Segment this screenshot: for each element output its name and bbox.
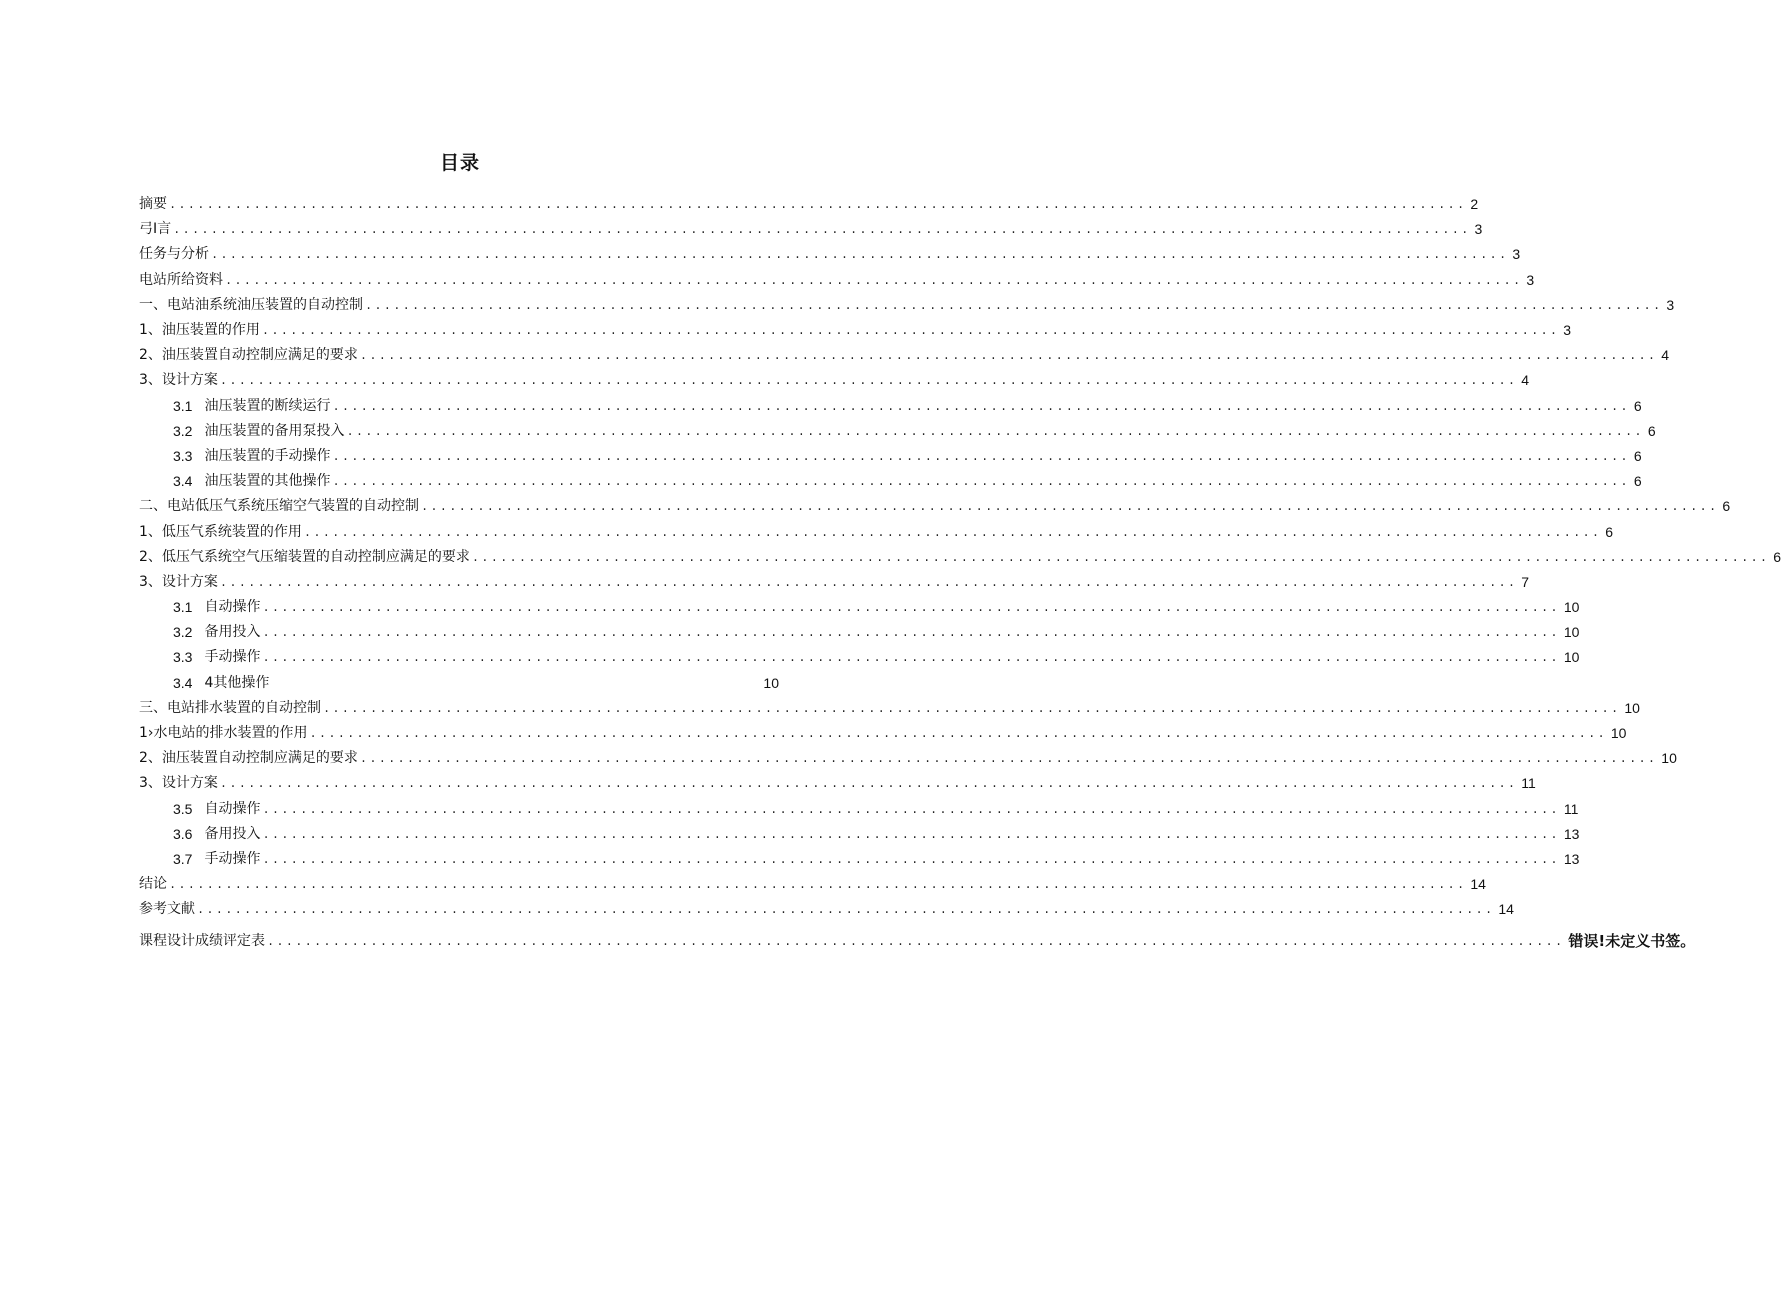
toc-entry-page: 2 xyxy=(1470,196,1479,213)
toc-entry-number: 3.3 xyxy=(173,447,193,464)
toc-entry-label: 油压装置的备用泵投入 xyxy=(204,422,345,439)
toc-subentry[interactable] xyxy=(139,671,779,696)
toc-entry-page: 11 xyxy=(1563,800,1579,817)
toc-entry[interactable] xyxy=(139,721,1627,746)
toc-entry-page: 6 xyxy=(1605,523,1614,540)
toc-leader-dots: .......................................................................................................................................... xyxy=(262,626,1560,641)
toc-entry-label: 一、电站油系统油压装置的自动控制 xyxy=(139,296,363,313)
toc-entry-label: 弓I言 xyxy=(139,221,172,238)
toc-entry-page: 6 xyxy=(1633,397,1642,414)
toc-entry[interactable] xyxy=(139,897,1514,922)
toc-entry-label: 3、设计方案 xyxy=(139,372,218,389)
toc-leader-dots: .......................................................................................................................................... xyxy=(359,349,1658,364)
toc-entry-number: 3.4 xyxy=(173,674,193,691)
toc-entry-page: 4 xyxy=(1521,372,1530,389)
toc-entry[interactable] xyxy=(139,343,1670,368)
toc-entry[interactable] xyxy=(139,242,1521,267)
toc-entry-label: 自动操作 xyxy=(204,800,261,817)
toc-entry-label: 电站所给资料 xyxy=(139,271,223,288)
toc-leader-dots: .......................................................................................................................................... xyxy=(365,298,1663,313)
toc-entry[interactable] xyxy=(139,494,1731,519)
toc-entry[interactable] xyxy=(139,519,1614,544)
toc-entry-label: 结论 xyxy=(139,876,167,893)
toc-entry[interactable] xyxy=(139,217,1483,242)
toc-leader-dots: .......................................................................................................................................... xyxy=(421,500,1719,515)
page-title: 目录 xyxy=(439,152,480,174)
toc-entry-label: 任务与分析 xyxy=(139,246,209,263)
toc-entry-page: 10 xyxy=(1610,725,1627,742)
toc-leader-dots: .......................................................................................................................................... xyxy=(359,752,1658,767)
toc-subentry[interactable] xyxy=(139,394,1642,419)
toc-entry-number: 3.4 xyxy=(173,473,193,490)
toc-subentry[interactable] xyxy=(139,822,1580,847)
toc-leader-dots: .......................................................................................................................................... xyxy=(262,827,1560,842)
toc-entry-label: 1›水电站的排水装置的作用 xyxy=(139,725,308,742)
toc-leader-dots: .......................................................................................................................................... xyxy=(225,273,1523,288)
toc-entry-page: 10 xyxy=(1563,649,1580,666)
toc-entry-number: 3.2 xyxy=(173,624,193,641)
toc-entry-page: 错误!未定义书签。 xyxy=(1568,931,1696,950)
toc-entry-label: 3、设计方案 xyxy=(139,775,218,792)
toc-entry-label: 二、电站低压气系统压缩空气装置的自动控制 xyxy=(139,498,419,515)
toc-entry[interactable] xyxy=(139,192,1479,217)
toc-entry-page: 13 xyxy=(1563,825,1580,842)
toc-leader-dots: .......................................................................................................................................... xyxy=(332,449,1630,464)
toc-entry-label: 三、电站排水装置的自动控制 xyxy=(139,699,321,716)
toc-entry-page: 10 xyxy=(1563,624,1580,641)
toc-leader-dots: .......................................................................................................................................... xyxy=(173,223,1471,238)
toc-leader-dots: .......................................................................................................................................... xyxy=(169,878,1467,893)
toc-entry-label: 油压装置的断续运行 xyxy=(204,397,331,414)
toc-leader-dots: .......................................................................................................................................... xyxy=(219,575,1518,590)
toc-entry-page: 6 xyxy=(1773,548,1781,565)
toc-leader-dots: .......................................................................................................................................... xyxy=(346,424,1644,439)
toc-entry[interactable] xyxy=(139,928,1696,953)
toc-leader-dots: .......................................................................................................................................... xyxy=(309,727,1607,742)
toc-entry[interactable] xyxy=(139,293,1675,318)
toc-leader-dots: .......................................................................................................................................... xyxy=(262,802,1560,817)
toc-entry-page: 6 xyxy=(1647,422,1656,439)
toc-entry-number: 3.6 xyxy=(173,825,193,842)
toc-entry[interactable] xyxy=(139,570,1530,595)
toc-entry-label: 手动操作 xyxy=(204,850,261,867)
toc-entry-number: 3.5 xyxy=(173,800,193,817)
toc-entry-page: 13 xyxy=(1563,850,1580,867)
toc-entry[interactable] xyxy=(139,696,1640,721)
toc-subentry[interactable] xyxy=(139,469,1642,494)
toc-entry-page: 11 xyxy=(1521,775,1536,792)
toc-subentry[interactable] xyxy=(139,847,1580,872)
toc-entry-page: 3 xyxy=(1666,296,1675,313)
toc-entry-label: 2、油压装置自动控制应满足的要求 xyxy=(139,347,358,364)
toc-entry-label: 手动操作 xyxy=(204,649,261,666)
toc-leader-dots: .......................................................................................................................................... xyxy=(261,324,1560,339)
toc-entry[interactable] xyxy=(139,545,1781,570)
toc-entry-label: 1、低压气系统装置的作用 xyxy=(139,523,302,540)
toc-entry[interactable] xyxy=(139,268,1535,293)
toc-entry[interactable] xyxy=(139,368,1530,393)
toc-leader-dots: .......................................................................................................................................... xyxy=(262,601,1560,616)
toc-entry-page: 3 xyxy=(1526,271,1535,288)
toc-entry[interactable] xyxy=(139,318,1572,343)
toc-leader-dots: .......................................................................................................................................... xyxy=(197,903,1495,918)
toc-subentry[interactable] xyxy=(139,620,1580,645)
toc-entry-label: 2、低压气系统空气压缩装置的自动控制应满足的要求 xyxy=(139,548,470,565)
toc-entry-page: 3 xyxy=(1563,322,1572,339)
toc-leader-dots: .......................................................................................................................................... xyxy=(323,701,1621,716)
toc-subentry[interactable] xyxy=(139,645,1580,670)
toc-entry-page: 4 xyxy=(1661,347,1670,364)
toc-entry-number: 3.1 xyxy=(173,599,193,616)
toc-leader-dots: .......................................................................................................................................... xyxy=(303,525,1602,540)
toc-entry-label: 1、油压装置的作用 xyxy=(139,322,260,339)
toc-leader-dots: .......................................................................................................................................... xyxy=(332,399,1630,414)
toc-entry[interactable] xyxy=(139,872,1486,897)
toc-entry-page: 7 xyxy=(1521,573,1530,590)
toc-entry-number: 3.3 xyxy=(173,649,193,666)
toc-entry-label: 油压装置的手动操作 xyxy=(204,447,331,464)
toc-leader-dots: .......................................................................................................................................... xyxy=(332,475,1630,490)
toc-entry-number: 3.2 xyxy=(173,422,193,439)
toc-entry-label: 备用投入 xyxy=(204,624,261,641)
toc-entry-page: 10 xyxy=(763,674,779,691)
toc-entry-label: 4其他操作 xyxy=(204,674,270,691)
toc-entry-number: 3.1 xyxy=(173,397,193,414)
toc-subentry[interactable] xyxy=(139,419,1656,444)
toc-entry-page: 14 xyxy=(1498,901,1514,918)
toc-leader-dots: .......................................................................................................................................... xyxy=(267,934,1565,949)
toc-entry-page: 6 xyxy=(1633,447,1642,464)
toc-entry-page: 10 xyxy=(1563,599,1580,616)
toc-leader-dots: .......................................................................................................................................... xyxy=(219,374,1518,389)
toc-entry-label: 自动操作 xyxy=(204,599,261,616)
toc-entry-label: 摘要 xyxy=(139,196,167,213)
table-of-contents xyxy=(139,192,1781,954)
toc-entry-page: 6 xyxy=(1722,498,1731,515)
toc-leader-dots: .......................................................................................................................................... xyxy=(211,248,1509,263)
toc-leader-dots: .......................................................................................................................................... xyxy=(262,651,1560,666)
toc-leader-dots: .......................................................................................................................................... xyxy=(219,777,1518,792)
toc-entry-page: 10 xyxy=(1661,750,1677,767)
toc-leader-dots: .......................................................................................................................................... xyxy=(169,198,1467,213)
toc-subentry[interactable] xyxy=(139,797,1579,822)
toc-entry-label: 3、设计方案 xyxy=(139,573,218,590)
toc-entry-label: 课程设计成绩评定表 xyxy=(139,932,265,949)
toc-entry-page: 10 xyxy=(1624,699,1640,716)
toc-leader-dots: .......................................................................................................................................... xyxy=(471,550,1770,565)
toc-entry-page: 14 xyxy=(1470,876,1486,893)
toc-subentry[interactable] xyxy=(139,595,1580,620)
toc-entry-page: 3 xyxy=(1474,221,1483,238)
toc-entry-page: 3 xyxy=(1512,246,1521,263)
toc-subentry[interactable] xyxy=(139,444,1642,469)
toc-entry-label: 参考文献 xyxy=(139,901,195,918)
toc-leader-dots: .......................................................................................................................................... xyxy=(262,852,1560,867)
toc-entry-label: 备用投入 xyxy=(204,825,261,842)
toc-entry[interactable] xyxy=(139,746,1677,771)
toc-entry[interactable] xyxy=(139,771,1536,796)
toc-entry-page: 6 xyxy=(1633,473,1642,490)
toc-entry-label: 2、油压装置自动控制应满足的要求 xyxy=(139,750,358,767)
toc-entry-number: 3.7 xyxy=(173,850,193,867)
toc-entry-label: 油压装置的其他操作 xyxy=(204,473,331,490)
